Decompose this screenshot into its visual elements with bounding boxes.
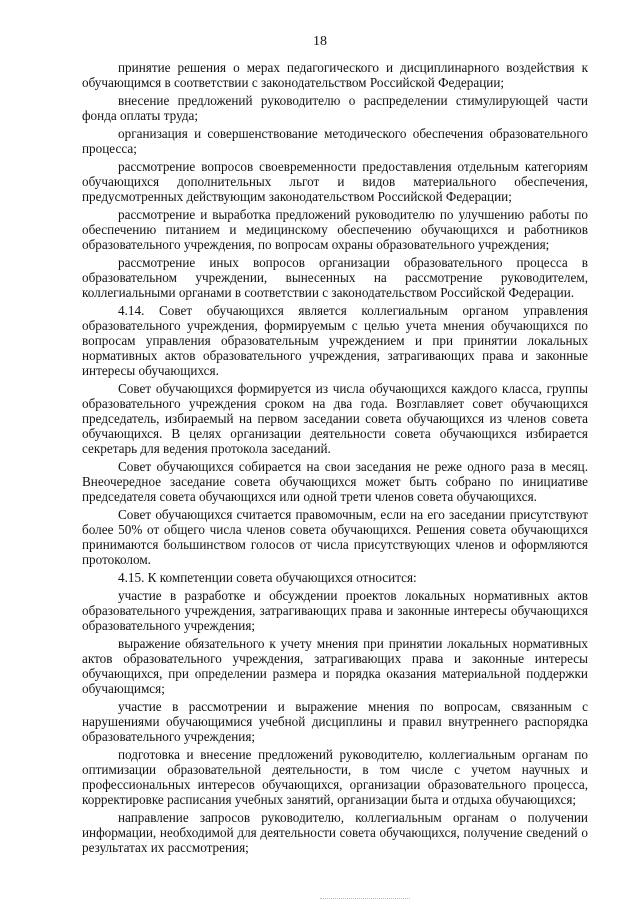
section-4-14-paragraph: 4.14. Совет обучающихся является коллегиальным органом управления образовательного учреждения, формируемым с целью учета мнения обучающихся по вопросам управления образовательным учреждением и при принятии локальных нормативных актов образовательного учреждения, затрагивающих права и законные интересы обучающихся. xyxy=(82,303,588,378)
paragraph: направление запросов руководителю, коллегиальным органам о получении информации, необходимой для деятельности совета обучающихся, получение сведений о результатах их рассмотрения; xyxy=(82,810,588,855)
paragraph: организация и совершенствование методического обеспечения образовательного процесса; xyxy=(82,126,588,156)
paragraph: внесение предложений руководителю о распределении стимулирующей части фонда оплаты труда; xyxy=(82,93,588,123)
paragraph: Совет обучающихся считается правомочным, если на его заседании присутствуют более 50% от общего числа членов совета обучающихся. Решения совета обучающихся принимаются большинством голосов от числа присутствующих членов и оформляются протоколом. xyxy=(82,507,588,567)
section-4-15-heading: 4.15. К компетенции совета обучающихся относится: xyxy=(118,570,417,585)
paragraph: принятие решения о мерах педагогического и дисциплинарного воздействия к обучающимся в соответствии с законодательством Российской Федерации; xyxy=(82,60,588,90)
scan-artifact xyxy=(320,898,410,901)
document-body xyxy=(82,60,588,858)
paragraph: рассмотрение и выработка предложений руководителю по улучшению работы по обеспечению питанием и медицинскому обеспечению обучающихся и работников образовательного учреждения, по вопросам охраны образовательного учреждения; xyxy=(82,207,588,252)
paragraph: участие в рассмотрении и выражение мнения по вопросам, связанным с нарушениями обучающимися учебной дисциплины и правил внутреннего распорядка образовательного учреждения; xyxy=(82,699,588,744)
paragraph: подготовка и внесение предложений руководителю, коллегиальным органам по оптимизации образовательной деятельности, в том числе с учетом научных и профессиональных интересов обучающихся, организации образовательного процесса, корректировке расписания учебных занятий, организации быта и отдыха обучающихся; xyxy=(82,747,588,807)
page-number: 18 xyxy=(313,34,327,49)
paragraph: Совет обучающихся формируется из числа обучающихся каждого класса, группы образовательного учреждения сроком на два года. Возглавляет совет обучающихся председатель, избираемый на первом заседании совета обучающихся из членов совета обучающихся. В целях организации деятельности совета обучающихся избирается секретарь для ведения протокола заседаний. xyxy=(82,381,588,456)
paragraph: Совет обучающихся собирается на свои заседания не реже одного раза в месяц. Внеочередное заседание совета обучающихся может быть собрано по инициативе председателя совета обучающихся или одной трети членов совета обучающихся. xyxy=(82,459,588,504)
paragraph: участие в разработке и обсуждении проектов локальных нормативных актов образовательного учреждения, затрагивающих права и законные интересы обучающихся образовательного учреждения; xyxy=(82,588,588,633)
paragraph: рассмотрение вопросов своевременности предоставления отдельным категориям обучающихся дополнительных льгот и видов материального обеспечения, предусмотренных действующим законодательством Российской Федерации; xyxy=(82,159,588,204)
paragraph: рассмотрение иных вопросов организации образовательного процесса в образовательном учреждении, вынесенных на рассмотрение руководителем, коллегиальными органами в соответствии с законодательством Российской Федерации. xyxy=(82,255,588,300)
paragraph: выражение обязательного к учету мнения при принятии локальных нормативных актов образовательного учреждения, затрагивающих права и законные интересы обучающихся, при определении размера и порядка оказания материальной поддержки обучающимся; xyxy=(82,636,588,696)
